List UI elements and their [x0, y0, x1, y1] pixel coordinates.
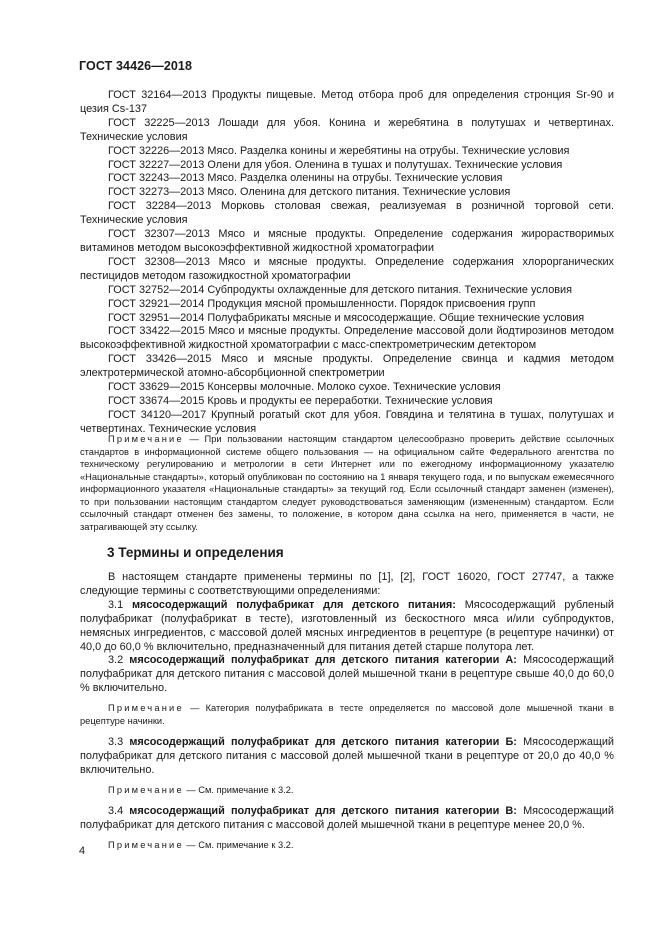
- note-dash: —: [186, 840, 196, 851]
- reference-item: ГОСТ 32226—2013 Мясо. Разделка конины и жеребятины на отрубы. Технические условия: [108, 144, 570, 157]
- note-label: Примечание: [108, 840, 184, 851]
- reference-item: ГОСТ 32225—2013 Лошади для убоя. Конина и жеребятина в полутушах и четвертинах. Технические условия: [80, 116, 614, 143]
- term-definition: Мясосодержащий полуфабрикат для детского питания с массовой долей мышечной ткани в рецептуре от 20,0 до 40,0 % включительно.: [80, 736, 615, 776]
- note-label: Примечание: [108, 784, 184, 795]
- reference-item: ГОСТ 34120—2017 Крупный рогатый скот для убоя. Говядина и телятина в тушах, полутушах и четвертинах. Технические условия: [80, 408, 614, 435]
- reference-item: ГОСТ 32752—2014 Субпродукты охлажденные для детского питания. Технические условия: [108, 283, 573, 296]
- note-dash: —: [186, 784, 196, 795]
- normative-references-list: [80, 89, 614, 437]
- term-name: мясосодержащий полуфабрикат для детского питания категории Б:: [129, 736, 517, 749]
- term-name: мясосодержащий полуфабрикат для детского питания категории В:: [129, 805, 517, 818]
- term-number: 3.3: [108, 736, 124, 749]
- term-3-2: [80, 654, 614, 696]
- note-dash: —: [190, 703, 200, 714]
- term-definition: Мясосодержащий рубленый полуфабрикат (полуфабрикат в тесте), изготовленный из бескостного мяса и/или субпродуктов, немясных ингредиентов, с массовой долей мясных ингредиентов в рецептуре (в рецептуре начинки) от 40,0 до 60,0 % включительно, предназначенный для питания детей старше полутора лет.: [80, 598, 615, 653]
- reference-item: ГОСТ 32308—2013 Мясо и мясные продукты. Определение содержания хлорорганических пестицидов методом газожидкостной хроматографии: [80, 255, 614, 282]
- reference-item: ГОСТ 33426—2015 Мясо и мясные продукты. Определение свинца и кадмия методом электротермической атомно-абсорбционной спектрометрии: [80, 353, 614, 380]
- term-number: 3.1: [108, 598, 124, 611]
- term-number: 3.2: [108, 654, 124, 667]
- reference-item: ГОСТ 32307—2013 Мясо и мясные продукты. Определение содержания жирорастворимых витаминов методом высокоэффективной жидкостной хроматографии: [80, 228, 614, 254]
- term-number: 3.4: [108, 805, 124, 818]
- term-name: мясосодержащий полуфабрикат для детского питания:: [131, 598, 456, 611]
- page-number: 4: [79, 845, 86, 857]
- term-name: мясосодержащий полуфабрикат для детского питания категории А:: [129, 654, 517, 667]
- reference-item: ГОСТ 33422—2015 Мясо и мясные продукты. Определение массовой доли йодтирозинов методом высокоэффективной жидкостной хроматографии с масс-спектрометрическим детектором: [80, 325, 614, 352]
- section-title: 3 Термины и определения: [107, 545, 284, 560]
- term-note: [80, 784, 614, 797]
- reference-item: ГОСТ 32951—2014 Полуфабрикаты мясные и мясосодержащие. Общие технические условия: [108, 311, 585, 324]
- standard-header: ГОСТ 34426—2018: [79, 59, 193, 73]
- note-label: Примечание: [108, 434, 184, 444]
- term-note: [80, 702, 614, 727]
- references-note: [80, 433, 614, 533]
- term-3-1: [80, 599, 614, 655]
- reference-item: ГОСТ 32921—2014 Продукция мясной промышленности. Порядок присвоения групп: [108, 297, 536, 310]
- terms-section: [80, 571, 614, 852]
- term-note: [80, 839, 614, 852]
- note-dash: —: [189, 434, 199, 444]
- reference-item: ГОСТ 32227—2013 Олени для убоя. Оленина в тушах и полутушах. Технические условия: [108, 158, 563, 171]
- term-3-3: [80, 736, 614, 778]
- reference-item: ГОСТ 32284—2013 Морковь столовая свежая, реализуемая в розничной торговой сети. Технические условия: [80, 200, 614, 227]
- reference-item: ГОСТ 33674—2015 Кровь и продукты ее переработки. Технические условия: [108, 394, 493, 407]
- section-intro: В настоящем стандарте применены термины по [1], [2], ГОСТ 16020, ГОСТ 27747, а также следующие термины с соответствующими определениями:: [80, 571, 614, 597]
- term-3-4: [80, 805, 614, 833]
- note-text: При пользовании настоящим стандартом целесообразно проверить действие ссылочных стандартов в информационной системе общего пользования — на официальном сайте Федерального агентства по техническому регулированию и метрологии в сети Интернет или по ежегодному информационному указателю «Национальные стандарты», который опубликован по состоянию на 1 января текущего года, и по выпускам ежемесячного информационного указателя «Национальные стандарты» за текущий год. Если ссылочный стандарт заменен (изменен), то при пользовании настоящим стандартом следует руководствоваться заменяющим (измененным) стандартом. Если ссылочный стандарт отменен без замены, то положение, в котором дана ссылка на него, применяется в части, не затрагивающей эту ссылку.: [80, 434, 614, 532]
- reference-item: ГОСТ 32273—2013 Мясо. Оленина для детского питания. Технические условия: [108, 186, 511, 199]
- note-text: См. примечание к 3.2.: [198, 784, 294, 795]
- reference-item: ГОСТ 32243—2013 Мясо. Разделка оленины на отрубы. Технические условия: [108, 172, 503, 185]
- note-text: См. примечание к 3.2.: [198, 840, 294, 851]
- reference-item: ГОСТ 33629—2015 Консервы молочные. Молоко сухое. Технические условия: [108, 381, 501, 394]
- term-definition: Мясосодержащий полуфабрикат для детского питания с массовой долей мышечной ткани в рецептуре менее 20,0 %.: [80, 805, 614, 832]
- term-definition: Мясосодержащий полуфабрикат для детского питания с массовой долей мышечной ткани в рецептуре свыше 40,0 до 60,0 % включительно.: [80, 654, 614, 695]
- reference-item: ГОСТ 32164—2013 Продукты пищевые. Метод отбора проб для определения стронция Sr-90 и цезия Cs-137: [80, 89, 614, 115]
- note-text: Категория полуфабриката в тесте определяется по массовой доле мышечной ткани в рецептуре начинки.: [80, 703, 614, 726]
- note-label: Примечание: [108, 703, 184, 714]
